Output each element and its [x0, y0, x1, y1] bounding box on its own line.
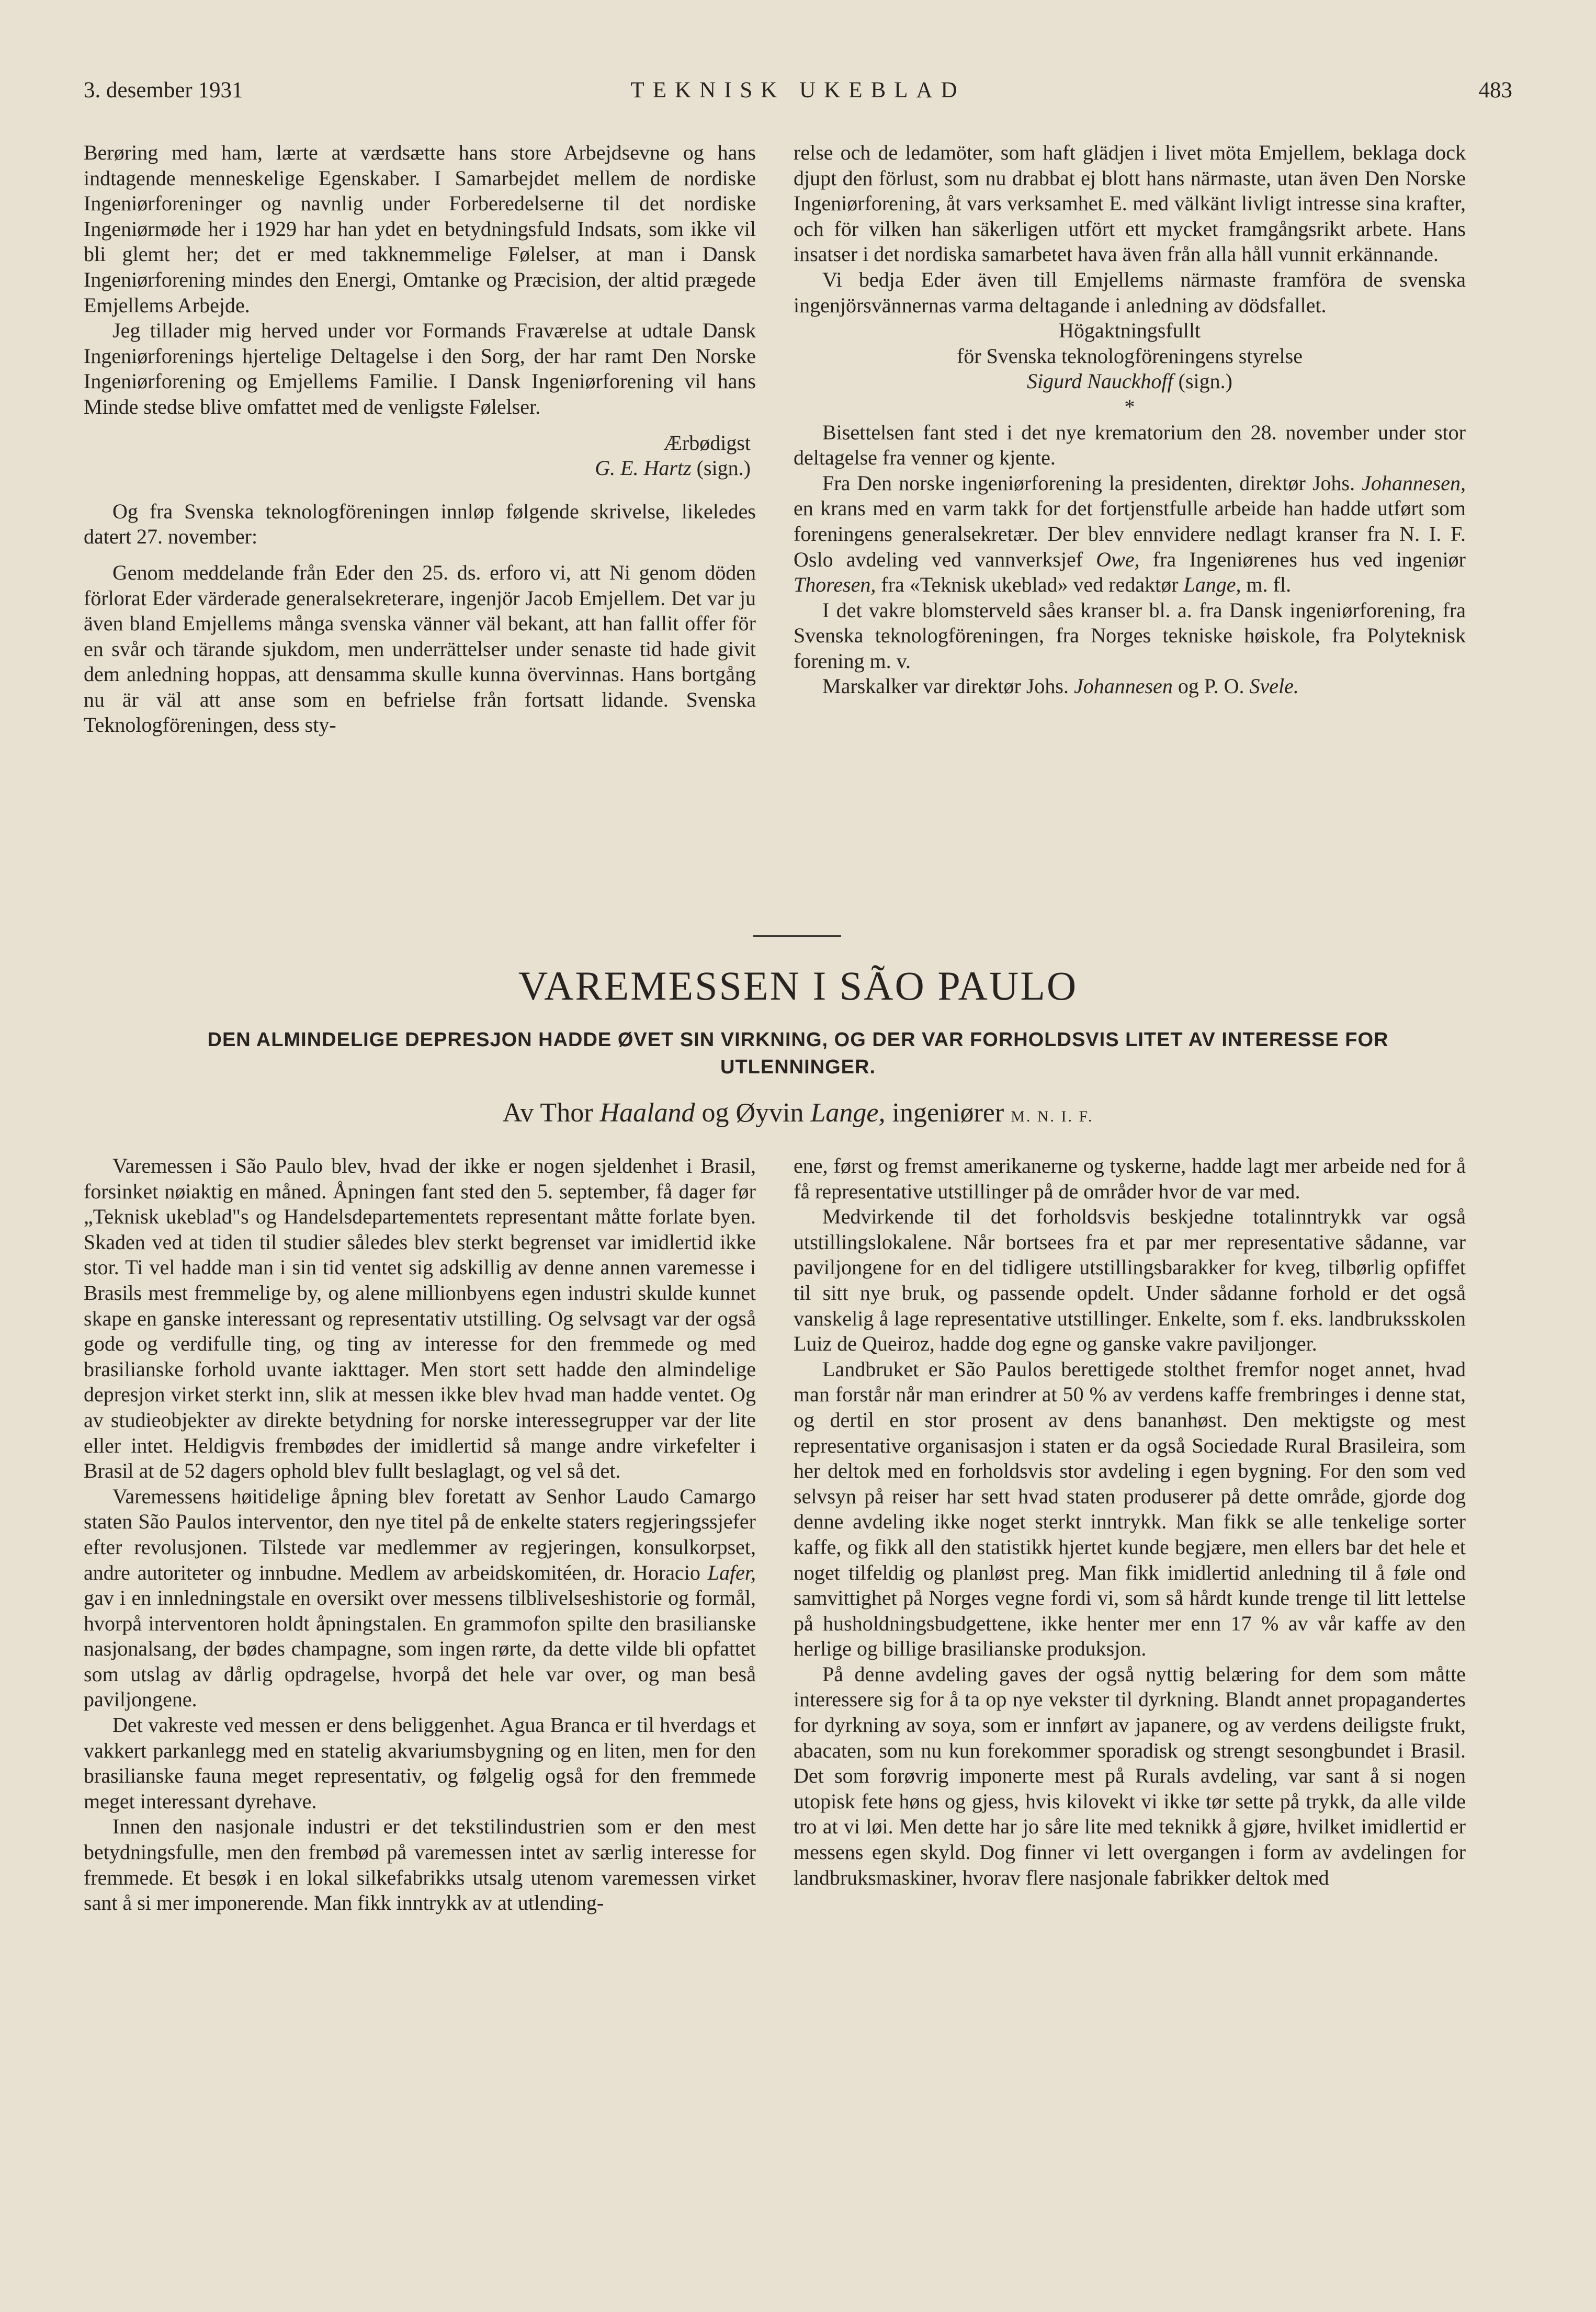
- person-name: Lange,: [1183, 573, 1241, 597]
- letter-closing-line: för Svenska teknologföreningens styrelse: [957, 344, 1303, 368]
- section-asterisk: *: [1124, 394, 1135, 418]
- signature-suffix: (sign.): [1173, 369, 1232, 393]
- person-name: Thoresen,: [794, 573, 876, 597]
- paragraph: Bisettelsen fant sted i det nye krematorium den 28. november under stor deltagelse fra venner og kjente.: [794, 420, 1466, 470]
- running-header: [84, 77, 1512, 114]
- letter-signature: [794, 369, 1466, 394]
- letter-closing: Ærbødigst: [663, 430, 751, 455]
- signature-name: Sigurd Nauckhoff: [1027, 369, 1173, 393]
- article-title: VAREMESSEN I SÃO PAULO: [518, 963, 1078, 1008]
- text-run: fra Ingeniørenes hus ved ingeniør: [1139, 547, 1466, 571]
- text-run: Varemessens høitidelige åpning blev foretatt av Senhor Laudo Camargo staten São Paulos interventor, den nye titel på de enkelte staters regjeringssjefer efter revolusjonen. Tilstede var medlemmer av regjeringen, konsulkorpset, andre autoriteter og innbudne. Medlem av arbeidskomitéen, dr. Horacio: [84, 1484, 756, 1584]
- letter-signature: [84, 456, 756, 481]
- column-top-right: [794, 140, 1466, 699]
- paragraph: [794, 471, 1466, 598]
- text-run: og P. O.: [1172, 674, 1250, 698]
- signature-name: G. E. Hartz: [595, 456, 692, 480]
- byline-text: og Øyvin: [695, 1098, 811, 1128]
- paragraph: Jeg tillader mig herved under vor Formands Fraværelse at udtale Dansk Ingeniørforenings hjertelige Deltagelse i den Sorg, der har ramt Den Norske Ingeniørforening og Emjellems Familie. I Dansk Ingeniørforening vil hans Minde stedse blive omfattet med de venligste Følelser.: [84, 319, 756, 418]
- paragraph: Innen den nasjonale industri er det tekstilindustrien som er den mest betydningsfulle, men den frembød på varemessen intet av særlig interesse for fremmede. Et besøk i en lokal silkefabrikks utsalg utenom varemessen virket sant å si mer imponerende. Man fikk inntrykk av at utlending-: [84, 1815, 756, 1915]
- paragraph: Vi bedja Eder även till Emjellems närmaste framföra de svenska ingenjörsvännernas varma deltagande i anledning av dödsfallet.: [794, 267, 1466, 317]
- article-subtitle: DEN ALMINDELIGE DEPRESJON HADDE ØVET SIN VIRKNING, OG DER VAR FORHOLDSVIS LITET AV INTERESSE FOR UTLENNINGER.: [207, 1029, 1389, 1078]
- byline-abbrev: M. N. I. F.: [1011, 1108, 1094, 1125]
- text-run: gav i en innledningstale en oversikt over messens tilblivelseshistorie og formål, hvorpå interventoren holdt åpningstalen. En grammofon spilte den brasilianske nasjonalsang, der bødes champagne, som ingen rørte, da dette vilde bli opfattet som utslag av dårlig opdragelse, hvorpå det hele var over, og man beså paviljongene.: [84, 1586, 756, 1712]
- paragraph: Berøring med ham, lærte at værdsætte hans store Arbejdsevne og hans indtagende menneskelige Egenskaber. I Samarbejdet mellem de nordiske Ingeniørforeninger og navnlig under Forberedelserne til det nordiske Ingeniørmøde her i 1929 har han ydet en betydningsfuld Indsats, som ikke vil bli glemt her; det er med takknemmelige Følelser, at man i Dansk Ingeniørforening mindes den Energi, Omtanke og Præcision, der altid prægede Emjellems Arbejde.: [84, 141, 756, 317]
- paragraph: relse och de ledamöter, som haft glädjen i livet möta Emjellem, beklaga dock djupt den förlust, som nu drabbat ej blott hans närmaste, utan även Den Norske Ingeniørforening, åt vars verksamhet E. med välkänt livligt intresse sina krafter, och för vilken han säkerligen utfört ett mycket framgångsrikt arbete. Hans insatser i det nordiska samarbetet hava även från alla håll vunnit erkännande.: [794, 141, 1466, 266]
- paragraph: Medvirkende til det forholdsvis beskjedne totalinntrykk var også utstillingslokalene. Når bortsees fra et par mer representative sådanne, var paviljongene for en del tidligere utstillingsbarakker for kveg, tilbørlig opfiffet til sitt nye bruk, og passende opdelt. Under sådanne forhold er det også vanskelig å lage representative utstillinger. Enkelte, som f. eks. landbruksskolen Luiz de Queiroz, hadde dog egne og ganske vakre paviljonger.: [794, 1205, 1466, 1356]
- text-run: m. fl.: [1241, 573, 1292, 597]
- page-number: 483: [1478, 78, 1512, 103]
- text-run: Fra Den norske ingeniørforening la presidenten, direktør Johs.: [822, 471, 1362, 495]
- journal-title: TEKNISK UKEBLAD: [630, 78, 966, 103]
- paragraph: I det vakre blomsterveld såes kranser bl. a. fra Dansk ingeniørforening, fra Svenska teknologföreningen, fra Norges tekniske høiskole, fra Polyteknisk forening m. v.: [794, 598, 1466, 673]
- column-bottom-left: [84, 1153, 756, 1916]
- section-divider: [753, 935, 841, 937]
- text-run: en krans med en varm takk for det fortjenstfulle arbeide han hadde utført som foreningens generalsekretær. Der blev ennvidere nedlagt kranser fra N. I. F. Oslo avdeling ved vannverksjef: [794, 496, 1466, 571]
- byline-text: ingeniører: [885, 1098, 1011, 1128]
- person-name: Johannesen,: [1362, 471, 1466, 495]
- paragraph: Landbruket er São Paulos berettigede stolthet fremfor noget annet, hvad man forstår når man erindrer at 50 % av verdens kaffe frembringes i denne stat, og dertil en stor prosent av dens bananhøst. Den mektigste og mest representative organisasjon i staten er da også Sociedade Rural Brasileira, som her deltok med en forholdsvis stor avdeling i egen bygning. For den som ved selvsyn på reiser har sett hvad staten produserer på dette område, gjorde dog denne avdeling ikke noget sterkt inntrykk. Man fikk se alle tenkelige sorter kaffe, og fikk all den statistikk hjertet kunde begjære, men ellers bar det hele et noget tilfeldig og planløst preg. Man fikk imidlertid anledning til å føle ond samvittighet på Norges vegne fordi vi, som så hårdt kunde trenge til litt lettelse på husholdningsbudgettene, ikke henter mer enn 17 % av vår kaffe av den herlige og billige brasilianske produksjon.: [794, 1357, 1466, 1661]
- paragraph: [84, 1484, 756, 1713]
- article-byline: [84, 1097, 1512, 1128]
- paragraph: Det vakreste ved messen er dens beliggenhet. Agua Branca er til hverdags et vakkert parkanlegg med en statelig akvariumsbygning og en liten, men for den brasilianske fauna meget representativ, og følgelig også for den fremmede meget interessant dyrehave.: [84, 1713, 756, 1813]
- paragraph: [794, 674, 1466, 699]
- author-name: Haaland: [599, 1098, 695, 1128]
- person-name: Lafer,: [707, 1560, 756, 1584]
- byline-text: Av Thor: [502, 1098, 600, 1128]
- column-top-left: [84, 140, 756, 738]
- letter-closing: Högaktningsfullt: [1058, 319, 1201, 343]
- column-bottom-right: [794, 1153, 1466, 1890]
- text-run: fra «Teknisk ukeblad» ved redaktør: [876, 573, 1184, 597]
- paragraph: På denne avdeling gaves der også nyttig belæring for dem som måtte interessere sig for å ta op nye vekster til dyrkning. Blandt annet propagandertes for dyrkning av soya, som er innført av japanere, og av verdens deiligste frukt, abacaten, som nu kun forekommer sporadisk og strengt sesongbundet i Brasil. Det som forøvrig imponerte mest på Rurals avdeling, var sant å si nogen utopisk fete høns og gjess, hvis kilovekt vi ikke tør sette på trykk, da alle vilde tro at vi løi. Men dette har jo såre lite med teknikk å gjøre, hvilket imidlertid er messens egen skyld. Dog finner vi lett overgangen i form av avdelingen for landbruksmaskiner, hvorav flere nasjonale fabrikker deltok med: [794, 1662, 1466, 1889]
- person-name: Johannesen: [1073, 674, 1173, 698]
- paragraph: Varemessen i São Paulo blev, hvad der ikke er nogen sjeldenhet i Brasil, forsinket nøiaktig en måned. Åpningen fant sted den 5. september, få dager før „Teknisk ukeblad"s og Handelsdepartementets representant måtte forlate byen. Skaden ved at tiden til studier således blev sterkt begrenset var imidlertid ikke stor. Ti vel hadde man i sin tid ventet sig adskillig av denne annen varemesse i Brasils mest fremmelige by, og alene millionbyens egen industri skulde kunnet skape en ganske interessant og representativ utstilling. Og selvsagt var der også gode og verdifulle ting, og ting av interesse for den fremmede og med brasilianske forhold uvante iakttager. Men stort sett hadde den almindelige depresjon virket sterkt inn, slik at messen ikke blev hvad man hadde ventet. Og av studieobjekter av direkte betydning for norske interessegrupper var der lite eller intet. Heldigvis frembødes der imidlertid så mange andre virkefelter i Brasil at de 52 dagers ophold blev fullt beslaglagt, og vel så det.: [84, 1154, 756, 1483]
- author-name: Lange,: [810, 1098, 886, 1128]
- paragraph: ene, først og fremst amerikanerne og tyskerne, hadde lagt mer arbeide ned for å få representative utstillinger på de områder hvor de var med.: [794, 1154, 1466, 1203]
- issue-date: 3. desember 1931: [84, 78, 243, 103]
- person-name: Svele.: [1249, 674, 1299, 698]
- paragraph: Genom meddelande från Eder den 25. ds. erforo vi, att Ni genom döden förlorat Eder värderade generalsekreterare, ingenjör Jacob Emjellem. Det var ju även bland Emjellems många svenska vänner väl bekant, att han fallit offer för en svår och tärande sjukdom, men underrättelser under senaste tid hade givit dem anledning hoppas, att densamma skulle kunna övervinnas. Hans bortgång nu är väl att anse som en befrielse från fortsatt lidande. Svenska Teknologföreningen, dess sty-: [84, 560, 756, 737]
- text-run: Marskalker var direktør Johs.: [822, 674, 1074, 698]
- paragraph: Og fra Svenska teknologföreningen innløp følgende skrivelse, likeledes datert 27. november:: [84, 499, 756, 549]
- signature-suffix: (sign.): [691, 456, 751, 480]
- person-name: Owe,: [1096, 547, 1140, 571]
